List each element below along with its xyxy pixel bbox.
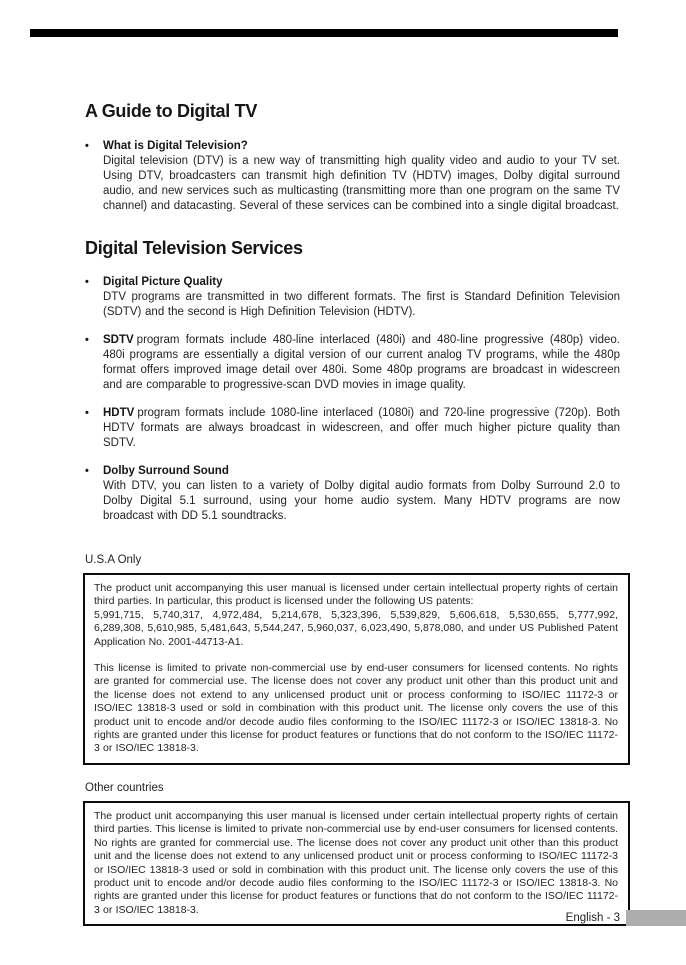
bullet-paragraph: With DTV, you can listen to a variety of Dolby digital audio formats from Dolby Surround 2.0 to Dolby Digital 5.1 surround, using your home audio system. Many HDTV programs are now broadcast with DD 5.1 soundtracks. — [103, 480, 620, 522]
list-item — [85, 464, 620, 524]
bullet-body — [103, 333, 620, 393]
section-title-guide: A Guide to Digital TV — [85, 101, 258, 121]
page-tab — [626, 910, 686, 926]
usa-patent-list: 5,991,715, 5,740,317, 4,972,484, 5,214,678, 5,323,396, 5,539,829, 5,606,618, 5,530,655, 5,777,992, 6,289,308, 5,610,985, 5,481,643, 5,544,247, 5,960,037, 6,023,490, 5,878,080, and under US Published Patent Application No. 2001-44713-A1. — [94, 608, 618, 648]
bullet-body — [103, 139, 620, 214]
other-countries-paragraph: The product unit accompanying this user manual is licensed under certain intellectual property rights of certain third parties. This license is limited to private non-commercial use by end-user consumers for licensed contents. No rights are granted for commercial use. The license does not cover any product unit other than this product unit and the license does not extend to any unlicensed product unit or process conforming to ISO/IEC 11172-3 or ISO/IEC 13818-3 used or sold in combination with this product unit. The license only covers the use of this product unit to encode and/or decode audio files conforming to the ISO/IEC 11172-3 or ISO/IEC 13818-3. No rights are granted under this license for product features or functions that do not conform to the ISO/IEC 11172-3 or ISO/IEC 13818-3. — [94, 809, 618, 916]
usa-license-intro: The product unit accompanying this user manual is licensed under certain intellectual property rights of certain third parties. In particular, this product is licensed under the following US patents: — [94, 582, 618, 608]
bullet-icon: • — [85, 407, 89, 419]
bullet-body — [103, 406, 620, 451]
other-countries-label: Other countries — [85, 781, 164, 794]
bullet-heading: What is Digital Television? — [103, 140, 248, 152]
bullet-icon: • — [85, 465, 89, 477]
usa-license-box — [83, 573, 630, 765]
bullet-heading: SDTV — [103, 334, 134, 346]
bullet-icon: • — [85, 334, 89, 346]
bullet-icon: • — [85, 140, 89, 152]
list-item — [85, 406, 620, 451]
bullet-paragraph: DTV programs are transmitted in two different formats. The first is Standard Definition Television (SDTV) and the second is High Definition Television (HDTV). — [103, 291, 620, 318]
services-bullet-list — [85, 275, 620, 524]
bullet-icon: • — [85, 276, 89, 288]
page-content — [85, 101, 620, 926]
paragraph-gap — [94, 649, 618, 662]
other-countries-license-box — [83, 801, 630, 926]
bullet-heading: Dolby Surround Sound — [103, 465, 229, 477]
top-bar-rule — [30, 29, 618, 37]
bullet-paragraph: Digital television (DTV) is a new way of transmitting high quality video and audio to your TV set. Using DTV, broadcasters can transmit high definition TV (HDTV) images, Dolby digital surround audio, and new services such as multicasting (transmitting more than one program on the same TV channel) and datacasting. Several of these services can be combined into a single digital broadcast. — [103, 155, 620, 212]
bullet-body — [103, 275, 620, 320]
list-item — [85, 333, 620, 393]
guide-bullet-list — [85, 139, 620, 214]
bullet-text: program formats include 480-line interlaced (480i) and 480-line progressive (480p) video. 480i programs are essentially a digital version of our current analog TV programs, while the 480p format offers improved image detail over 480i. Some 480p programs are broadcast in widescreen and are comparable to progressive-scan DVD movies in image quality. — [103, 334, 620, 391]
page-number-label: English - 3 — [565, 912, 620, 924]
section-title-services: Digital Television Services — [85, 238, 303, 258]
bullet-heading: HDTV — [103, 407, 135, 419]
usa-license-paragraph-2: This license is limited to private non-commercial use by end-user consumers for licensed contents. No rights are granted for commercial use. The license does not cover any product unit other than this product unit and the license does not extend to any unlicensed product unit or process conforming to ISO/IEC 11172-3 or ISO/IEC 13818-3 used or sold in combination with this product unit. The license only covers the use of this product unit to encode and/or decode audio files conforming to the ISO/IEC 11172-3 or ISO/IEC 13818-3. No rights are granted under this license for product features or functions that do not conform to the ISO/IEC 11172-3 or ISO/IEC 13818-3. — [94, 662, 618, 755]
bullet-body — [103, 464, 620, 524]
list-item — [85, 139, 620, 214]
bullet-text: program formats include 1080-line interlaced (1080i) and 720-line progressive (720p). Both HDTV formats are always broadcast in widescreen, and offer much higher picture quality than SDTV. — [103, 407, 620, 449]
bullet-heading: Digital Picture Quality — [103, 276, 223, 288]
page-footer — [566, 910, 686, 926]
usa-license-paragraph-1 — [94, 582, 618, 649]
bullet-paragraph — [103, 406, 620, 451]
usa-only-label: U.S.A Only — [85, 554, 142, 566]
bullet-paragraph — [103, 333, 620, 393]
list-item — [85, 275, 620, 320]
